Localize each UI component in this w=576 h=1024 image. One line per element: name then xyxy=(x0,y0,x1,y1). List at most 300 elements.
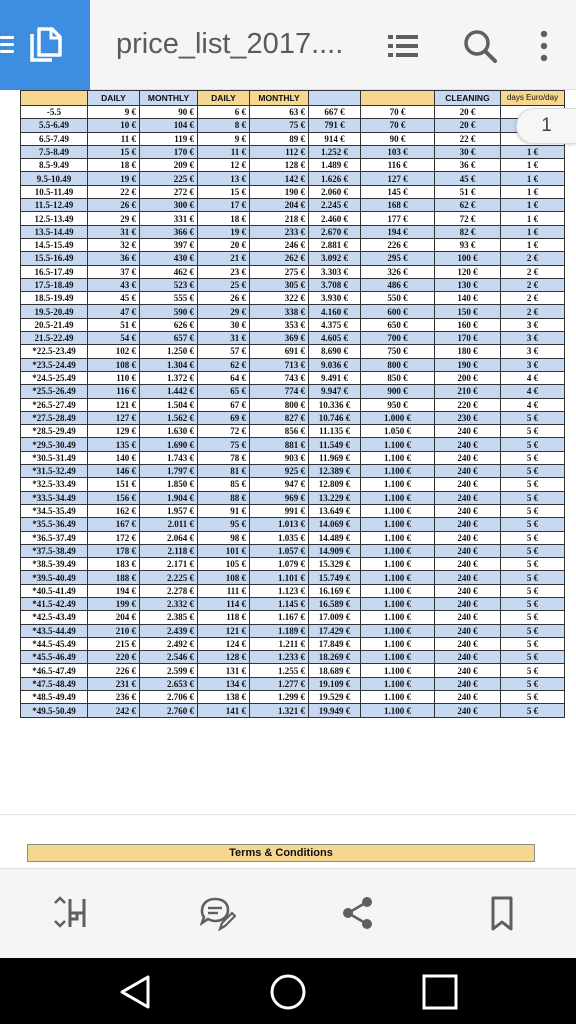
documents-icon xyxy=(28,26,64,64)
price-cell: 691 € xyxy=(250,345,309,358)
terms-heading: Terms & Conditions xyxy=(27,844,535,862)
price-cell: 3.930 € xyxy=(309,292,361,305)
price-cell: 45 € xyxy=(435,172,501,185)
table-row xyxy=(21,611,565,624)
price-cell: 10.336 € xyxy=(309,398,361,411)
price-cell: 242 € xyxy=(88,704,140,717)
price-cell: 300 € xyxy=(140,199,198,212)
price-cell: 240 € xyxy=(435,584,501,597)
table-row xyxy=(21,332,565,345)
price-cell: 75 € xyxy=(198,438,250,451)
header-daily-2: DAILY xyxy=(198,91,250,106)
price-cell: 17.009 € xyxy=(309,611,361,624)
price-cell: 1.100 € xyxy=(361,611,435,624)
price-cell: 45 € xyxy=(88,292,140,305)
price-cell: 128 € xyxy=(250,159,309,172)
price-cell: 29 € xyxy=(198,305,250,318)
price-cell: 903 € xyxy=(250,451,309,464)
price-cell: 1.100 € xyxy=(361,651,435,664)
price-cell: 190 € xyxy=(250,185,309,198)
price-cell: 322 € xyxy=(250,292,309,305)
price-cell: 15 € xyxy=(198,185,250,198)
price-cell: 1 € xyxy=(501,199,565,212)
price-cell: 170 € xyxy=(435,332,501,345)
price-cell: 170 € xyxy=(140,145,198,158)
price-cell: 2.546 € xyxy=(140,651,198,664)
table-row xyxy=(21,385,565,398)
table-header-row xyxy=(21,91,565,106)
price-cell: 240 € xyxy=(435,664,501,677)
price-cell: 17.849 € xyxy=(309,637,361,650)
price-cell: 1.562 € xyxy=(140,411,198,424)
price-cell: 338 € xyxy=(250,305,309,318)
price-cell: 240 € xyxy=(435,465,501,478)
price-cell: 91 € xyxy=(198,504,250,517)
price-cell: 18 € xyxy=(198,212,250,225)
price-cell: 925 € xyxy=(250,465,309,478)
price-cell: 120 € xyxy=(435,265,501,278)
price-cell: 19.949 € xyxy=(309,704,361,717)
table-row xyxy=(21,438,565,451)
range-cell: *27.5-28.49 xyxy=(21,411,88,424)
price-cell: 3 € xyxy=(501,358,565,371)
price-cell: 21 € xyxy=(198,252,250,265)
price-cell: 1 € xyxy=(501,145,565,158)
price-cell: 135 € xyxy=(88,438,140,451)
price-cell: 2.460 € xyxy=(309,212,361,225)
table-row xyxy=(21,478,565,491)
price-cell: 713 € xyxy=(250,358,309,371)
price-cell: 240 € xyxy=(435,611,501,624)
table-row xyxy=(21,491,565,504)
price-cell: 1.145 € xyxy=(250,597,309,610)
price-cell: 2.653 € xyxy=(140,677,198,690)
price-cell: 105 € xyxy=(198,558,250,571)
price-cell: 2.492 € xyxy=(140,637,198,650)
price-cell: 462 € xyxy=(140,265,198,278)
price-cell: 1.277 € xyxy=(250,677,309,690)
price-cell: 4 € xyxy=(501,398,565,411)
price-cell: 12 € xyxy=(198,159,250,172)
price-cell: 331 € xyxy=(140,212,198,225)
bottom-toolbar xyxy=(0,868,576,958)
price-cell: 22 € xyxy=(435,132,501,145)
price-cell: 5 € xyxy=(501,584,565,597)
price-cell: 10.746 € xyxy=(309,411,361,424)
price-cell: 5 € xyxy=(501,704,565,717)
table-row xyxy=(21,132,565,145)
range-cell: *38.5-39.49 xyxy=(21,558,88,571)
range-cell: *43.5-44.49 xyxy=(21,624,88,637)
price-cell: 12.389 € xyxy=(309,465,361,478)
price-cell: 12.809 € xyxy=(309,478,361,491)
header-monthly-2: MONTHLY xyxy=(250,91,309,106)
price-cell: 54 € xyxy=(88,332,140,345)
price-cell: 240 € xyxy=(435,651,501,664)
table-row xyxy=(21,106,565,119)
price-cell: 11.135 € xyxy=(309,425,361,438)
table-row xyxy=(21,544,565,557)
range-cell: *35.5-36.49 xyxy=(21,518,88,531)
comment-icon[interactable] xyxy=(196,893,236,933)
price-cell: 85 € xyxy=(198,478,250,491)
price-cell: 700 € xyxy=(361,332,435,345)
price-cell: 1.100 € xyxy=(361,531,435,544)
document-title: price_list_2017.... xyxy=(116,28,344,60)
range-cell: *24.5-25.49 xyxy=(21,371,88,384)
price-cell: 9 € xyxy=(88,106,140,119)
price-cell: 11.969 € xyxy=(309,451,361,464)
price-cell: 10 € xyxy=(88,119,140,132)
price-cell: 2.881 € xyxy=(309,238,361,251)
menu-icon xyxy=(0,36,14,54)
table-row xyxy=(21,571,565,584)
range-cell: *29.5-30.49 xyxy=(21,438,88,451)
price-cell: 800 € xyxy=(250,398,309,411)
share-icon[interactable] xyxy=(338,893,378,933)
range-cell: *41.5-42.49 xyxy=(21,597,88,610)
price-cell: 947 € xyxy=(250,478,309,491)
price-cell: 240 € xyxy=(435,704,501,717)
range-cell: 19.5-20.49 xyxy=(21,305,88,318)
price-cell: 51 € xyxy=(435,185,501,198)
price-cell: 1.100 € xyxy=(361,478,435,491)
price-cell: 1.100 € xyxy=(361,544,435,557)
price-cell: 98 € xyxy=(198,531,250,544)
table-row xyxy=(21,624,565,637)
document-list-button[interactable] xyxy=(0,0,90,90)
price-cell: 1.079 € xyxy=(250,558,309,571)
price-cell: 14.909 € xyxy=(309,544,361,557)
price-cell: 240 € xyxy=(435,558,501,571)
price-cell: 1.100 € xyxy=(361,691,435,704)
price-cell: 16.169 € xyxy=(309,584,361,597)
price-cell: 90 € xyxy=(140,106,198,119)
range-cell: 6.5-7.49 xyxy=(21,132,88,145)
price-cell: 240 € xyxy=(435,451,501,464)
table-row xyxy=(21,305,565,318)
price-cell: 2.278 € xyxy=(140,584,198,597)
price-cell: 5 € xyxy=(501,691,565,704)
range-cell: 13.5-14.49 xyxy=(21,225,88,238)
price-cell: 5 € xyxy=(501,571,565,584)
header-range xyxy=(21,91,88,106)
price-cell: 19.529 € xyxy=(309,691,361,704)
range-cell: 18.5-19.49 xyxy=(21,292,88,305)
price-cell: 131 € xyxy=(198,664,250,677)
range-cell: *31.5-32.49 xyxy=(21,465,88,478)
price-cell: 5 € xyxy=(501,411,565,424)
price-cell: 5 € xyxy=(501,438,565,451)
price-cell: 240 € xyxy=(435,571,501,584)
table-row xyxy=(21,651,565,664)
price-cell: 2.332 € xyxy=(140,597,198,610)
price-cell: 5 € xyxy=(501,491,565,504)
table-row xyxy=(21,212,565,225)
price-cell: 1.123 € xyxy=(250,584,309,597)
price-cell: 1.189 € xyxy=(250,624,309,637)
price-cell: 14.069 € xyxy=(309,518,361,531)
price-cell: 9.491 € xyxy=(309,371,361,384)
price-cell: 2.439 € xyxy=(140,624,198,637)
price-cell: 240 € xyxy=(435,504,501,517)
price-cell: 209 € xyxy=(140,159,198,172)
price-cell: 138 € xyxy=(198,691,250,704)
table-row xyxy=(21,518,565,531)
price-cell: 1 € xyxy=(501,172,565,185)
search-icon[interactable] xyxy=(460,26,500,66)
recents-icon[interactable] xyxy=(420,972,460,1012)
price-cell: 1.250 € xyxy=(140,345,198,358)
price-cell: 3 € xyxy=(501,345,565,358)
price-cell: 590 € xyxy=(140,305,198,318)
price-cell: 9.036 € xyxy=(309,358,361,371)
price-cell: 1.690 € xyxy=(140,438,198,451)
price-cell: 791 € xyxy=(309,119,361,132)
price-cell: 20 € xyxy=(435,106,501,119)
price-cell: 430 € xyxy=(140,252,198,265)
price-cell: 90 € xyxy=(361,132,435,145)
price-cell: 67 € xyxy=(198,398,250,411)
table-row xyxy=(21,225,565,238)
price-cell: 121 € xyxy=(198,624,250,637)
price-cell: 220 € xyxy=(88,651,140,664)
price-cell: 2.118 € xyxy=(140,544,198,557)
table-row xyxy=(21,558,565,571)
price-cell: 51 € xyxy=(88,318,140,331)
price-cell: 366 € xyxy=(140,225,198,238)
price-cell: 140 € xyxy=(435,292,501,305)
price-cell: 900 € xyxy=(361,385,435,398)
price-cell: 800 € xyxy=(361,358,435,371)
document-page[interactable] xyxy=(0,90,576,868)
back-icon[interactable] xyxy=(116,972,156,1012)
price-cell: 1.100 € xyxy=(361,704,435,717)
price-cell: 156 € xyxy=(88,491,140,504)
range-cell: *45.5-46.49 xyxy=(21,651,88,664)
price-cell: 2.385 € xyxy=(140,611,198,624)
table-row xyxy=(21,318,565,331)
price-cell: 116 € xyxy=(88,385,140,398)
table-row xyxy=(21,597,565,610)
price-cell: 13.229 € xyxy=(309,491,361,504)
price-cell: 134 € xyxy=(198,677,250,690)
price-cell: 13.649 € xyxy=(309,504,361,517)
price-cell: 20 € xyxy=(198,238,250,251)
price-cell: 146 € xyxy=(88,465,140,478)
reflow-icon[interactable] xyxy=(50,893,90,933)
table-row xyxy=(21,238,565,251)
price-cell: 118 € xyxy=(198,611,250,624)
range-cell: 12.5-13.49 xyxy=(21,212,88,225)
price-cell: 667 € xyxy=(309,106,361,119)
price-cell: 1.100 € xyxy=(361,451,435,464)
price-cell: 1.797 € xyxy=(140,465,198,478)
table-row xyxy=(21,345,565,358)
more-vert-icon[interactable] xyxy=(524,26,564,66)
price-cell: 218 € xyxy=(250,212,309,225)
price-cell: 240 € xyxy=(435,691,501,704)
price-cell: 1.255 € xyxy=(250,664,309,677)
price-cell: 240 € xyxy=(435,438,501,451)
range-cell: *33.5-34.49 xyxy=(21,491,88,504)
table-row xyxy=(21,504,565,517)
price-cell: 5 € xyxy=(501,465,565,478)
price-cell: 8 € xyxy=(198,119,250,132)
range-cell: *32.5-33.49 xyxy=(21,478,88,491)
price-cell: 240 € xyxy=(435,531,501,544)
price-cell: 194 € xyxy=(361,225,435,238)
price-cell: 5 € xyxy=(501,531,565,544)
price-cell: 141 € xyxy=(198,704,250,717)
price-cell: 1.743 € xyxy=(140,451,198,464)
price-cell: 81 € xyxy=(198,465,250,478)
price-cell: 63 € xyxy=(250,106,309,119)
price-cell: 2.060 € xyxy=(309,185,361,198)
price-cell: 272 € xyxy=(140,185,198,198)
price-cell: 93 € xyxy=(435,238,501,251)
price-cell: 1.626 € xyxy=(309,172,361,185)
price-cell: 4 € xyxy=(501,371,565,384)
price-cell: 1.299 € xyxy=(250,691,309,704)
table-row xyxy=(21,398,565,411)
price-cell: 14.489 € xyxy=(309,531,361,544)
price-cell: 240 € xyxy=(435,677,501,690)
price-cell: 127 € xyxy=(88,411,140,424)
price-cell: 1.167 € xyxy=(250,611,309,624)
price-cell: 827 € xyxy=(250,411,309,424)
price-cell: 2.011 € xyxy=(140,518,198,531)
price-cell: 25 € xyxy=(198,278,250,291)
price-cell: 119 € xyxy=(140,132,198,145)
range-cell: 9.5-10.49 xyxy=(21,172,88,185)
price-cell: 1.100 € xyxy=(361,597,435,610)
table-row xyxy=(21,199,565,212)
price-cell: 194 € xyxy=(88,584,140,597)
price-cell: 397 € xyxy=(140,238,198,251)
header-col7 xyxy=(361,91,435,106)
price-cell: 550 € xyxy=(361,292,435,305)
price-cell: 1 € xyxy=(501,212,565,225)
price-cell: 240 € xyxy=(435,597,501,610)
price-cell: 43 € xyxy=(88,278,140,291)
price-cell: 262 € xyxy=(250,252,309,265)
price-cell: 6 € xyxy=(198,106,250,119)
price-cell: 1.100 € xyxy=(361,504,435,517)
price-cell: 1 € xyxy=(501,185,565,198)
price-cell: 233 € xyxy=(250,225,309,238)
price-cell: 183 € xyxy=(88,558,140,571)
price-cell: 100 € xyxy=(435,252,501,265)
bookmark-icon[interactable] xyxy=(482,893,522,933)
price-cell: 914 € xyxy=(309,132,361,145)
price-cell: 15.329 € xyxy=(309,558,361,571)
price-cell: 3.708 € xyxy=(309,278,361,291)
table-row xyxy=(21,145,565,158)
price-cell: 19.109 € xyxy=(309,677,361,690)
price-cell: 204 € xyxy=(250,199,309,212)
price-cell: 1.100 € xyxy=(361,438,435,451)
price-cell: 1.957 € xyxy=(140,504,198,517)
price-cell: 4.375 € xyxy=(309,318,361,331)
price-cell: 64 € xyxy=(198,371,250,384)
price-cell: 11 € xyxy=(88,132,140,145)
price-cell: 102 € xyxy=(88,345,140,358)
price-cell: 70 € xyxy=(361,119,435,132)
price-cell: 969 € xyxy=(250,491,309,504)
price-cell: 36 € xyxy=(435,159,501,172)
price-cell: 210 € xyxy=(88,624,140,637)
price-cell: 30 € xyxy=(198,318,250,331)
price-cell: 18.269 € xyxy=(309,651,361,664)
price-cell: 600 € xyxy=(361,305,435,318)
price-cell: 4.160 € xyxy=(309,305,361,318)
page-separator xyxy=(0,814,576,815)
table-body xyxy=(21,106,565,718)
price-cell: 112 € xyxy=(250,145,309,158)
price-cell: 177 € xyxy=(361,212,435,225)
price-cell: 210 € xyxy=(435,385,501,398)
table-row xyxy=(21,278,565,291)
price-table xyxy=(20,90,565,718)
range-cell: *28.5-29.49 xyxy=(21,425,88,438)
price-cell: 104 € xyxy=(140,119,198,132)
price-cell: 1.504 € xyxy=(140,398,198,411)
price-cell: 72 € xyxy=(435,212,501,225)
price-cell: 240 € xyxy=(435,518,501,531)
price-cell: 2.225 € xyxy=(140,571,198,584)
price-cell: 5 € xyxy=(501,558,565,571)
range-cell: *46.5-47.49 xyxy=(21,664,88,677)
range-cell: 14.5-15.49 xyxy=(21,238,88,251)
price-cell: 2.599 € xyxy=(140,664,198,677)
price-cell: 31 € xyxy=(88,225,140,238)
price-cell: 1.100 € xyxy=(361,637,435,650)
home-icon[interactable] xyxy=(268,972,308,1012)
price-cell: 204 € xyxy=(88,611,140,624)
list-icon[interactable] xyxy=(384,26,424,66)
table-row xyxy=(21,664,565,677)
price-cell: 124 € xyxy=(198,637,250,650)
price-cell: 172 € xyxy=(88,531,140,544)
price-cell: 178 € xyxy=(88,544,140,557)
price-cell: 101 € xyxy=(198,544,250,557)
range-cell: 15.5-16.49 xyxy=(21,252,88,265)
page-number-badge[interactable]: 1 xyxy=(516,108,576,144)
price-cell: 19 € xyxy=(198,225,250,238)
header-cleaning: CLEANING xyxy=(435,91,501,106)
range-cell: 8.5-9.49 xyxy=(21,159,88,172)
price-cell: 18 € xyxy=(88,159,140,172)
price-cell: 226 € xyxy=(88,664,140,677)
range-cell: *34.5-35.49 xyxy=(21,504,88,517)
price-cell: 1 € xyxy=(501,225,565,238)
price-cell: 69 € xyxy=(198,411,250,424)
price-cell: 145 € xyxy=(361,185,435,198)
price-cell: 2 € xyxy=(501,292,565,305)
range-cell: *23.5-24.49 xyxy=(21,358,88,371)
range-cell: *36.5-37.49 xyxy=(21,531,88,544)
price-cell: 62 € xyxy=(435,199,501,212)
price-cell: 2.670 € xyxy=(309,225,361,238)
price-cell: 5 € xyxy=(501,611,565,624)
price-cell: 57 € xyxy=(198,345,250,358)
range-cell: 11.5-12.49 xyxy=(21,199,88,212)
price-cell: 230 € xyxy=(435,411,501,424)
price-cell: 1.100 € xyxy=(361,558,435,571)
range-cell: *30.5-31.49 xyxy=(21,451,88,464)
price-cell: 15 € xyxy=(88,145,140,158)
